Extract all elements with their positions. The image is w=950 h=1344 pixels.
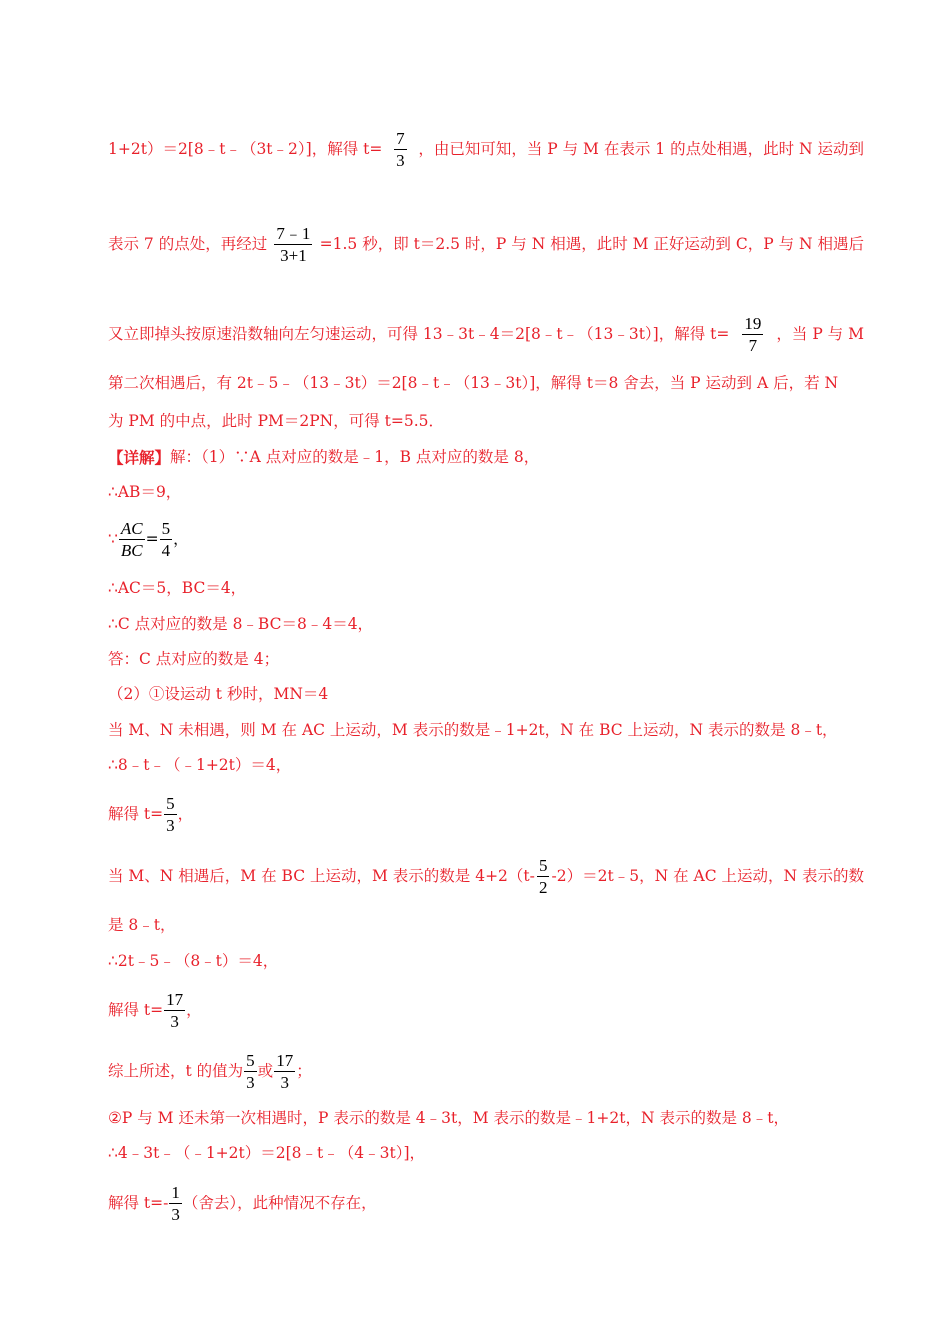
solution-line-5: 为 PM 的中点，此时 PM＝2PN，可得 t=5.5． <box>108 412 445 430</box>
fraction: $\frac{17}{3}$ <box>166 990 184 1032</box>
fraction: $\frac{7﹣1}{3+1}$ <box>276 224 311 266</box>
part2-line-solve-2: 解得 t= $\frac{17}{3}$ ， <box>108 990 202 1032</box>
fraction: 5 3 <box>246 1051 255 1093</box>
fraction: 5 2 <box>538 856 548 898</box>
part2-b-line-2: ∴4﹣3t﹣（﹣1+2t）＝2[8﹣t﹣（4﹣3t）]， <box>108 1144 426 1162</box>
part2-line-3: ∴8﹣t﹣（﹣1+2t）＝4， <box>108 756 292 774</box>
part2-b-line-solve: 解得 t=- 1 3 （舍去），此种情况不存在， <box>108 1183 377 1225</box>
fraction: $\frac{AC}{BC}$ <box>120 519 143 561</box>
fraction: $\frac{19}{7}$ <box>744 314 762 356</box>
part2-line-4: 当 M、N 相遇后，M 在 BC 上运动，M 表示的数是 4+2（t- 5 2 -2）＝2t﹣5，N 在 AC 上运动，N 表示的数 <box>108 856 864 898</box>
solution-line-2: 表示 7 的点处，再经过 $\frac{7﹣1}{3+1}$ =1.5 秒，即 t＝2.5 时，P 与 N 相遇，此时 M 正好运动到 C，P 与 N 相遇后 <box>108 224 864 266</box>
part2-b-line-1: ②P 与 M 还未第一次相遇时，P 表示的数是 4﹣3t，M 表示的数是﹣1+2t，N 表示的数是 8﹣t， <box>108 1109 789 1127</box>
part2-line-2: 当 M、N 未相遇，则 M 在 AC 上运动，M 表示的数是﹣1+2t，N 在 BC 上运动，N 表示的数是 8﹣t， <box>108 721 838 739</box>
detail-line-ac-bc: ∴AC＝5，BC＝4， <box>108 579 247 597</box>
fraction: 17 3 <box>276 1051 294 1093</box>
solution-line-1: 1+2t）＝2[8﹣t﹣（3t﹣2）]，解得 t= $\frac{7}{3}$ ，由已知可知，当 P 与 M 在表示 1 的点处相遇，此时 N 运动到 <box>108 129 864 171</box>
answer-line-1: 答：C 点对应的数是 4； <box>108 650 280 668</box>
fraction: $\frac{5}{3}$ <box>166 794 175 836</box>
fraction: $\frac{5}{4}$ <box>161 519 171 561</box>
solution-line-4: 第二次相遇后，有 2t﹣5﹣（13﹣3t）＝2[8﹣t﹣（13﹣3t）]，解得 t＝8 舍去，当 P 运动到 A 后，若 N <box>108 374 839 392</box>
part2-line-6: ∴2t﹣5﹣（8﹣t）＝4， <box>108 952 279 970</box>
fraction: $\frac{7}{3}$ <box>396 129 405 171</box>
summary-line: 综上所述，t 的值为 5 3 或 17 3 ； <box>108 1051 312 1093</box>
part2-line-5: 是 8﹣t， <box>108 916 176 934</box>
detail-line-ratio: ∵ $\frac{AC}{BC}$ = $\frac{5}{4}$ ， <box>108 519 189 561</box>
detail-line-ab: ∴AB＝9， <box>108 483 182 501</box>
detail-label: 【详解】 <box>108 448 171 467</box>
fraction: 1 3 <box>171 1183 180 1225</box>
detail-heading-line: 【详解】 解：（1）∵A 点对应的数是﹣1，B 点对应的数是 8， <box>108 448 540 467</box>
solution-line-3: 又立即掉头按原速沿数轴向左匀速运动，可得 13﹣3t﹣4＝2[8﹣t﹣（13﹣3t）]，解得 t= $\frac{19}{7}$ ，当 P 与 M <box>108 314 864 356</box>
part2-line-solve-1: 解得 t= $\frac{5}{3}$ ， <box>108 794 194 836</box>
detail-line-c-value: ∴C 点对应的数是 8﹣BC＝8﹣4＝4， <box>108 615 374 633</box>
part2-line-1: （2）①设运动 t 秒时，MN＝4 <box>108 685 329 703</box>
